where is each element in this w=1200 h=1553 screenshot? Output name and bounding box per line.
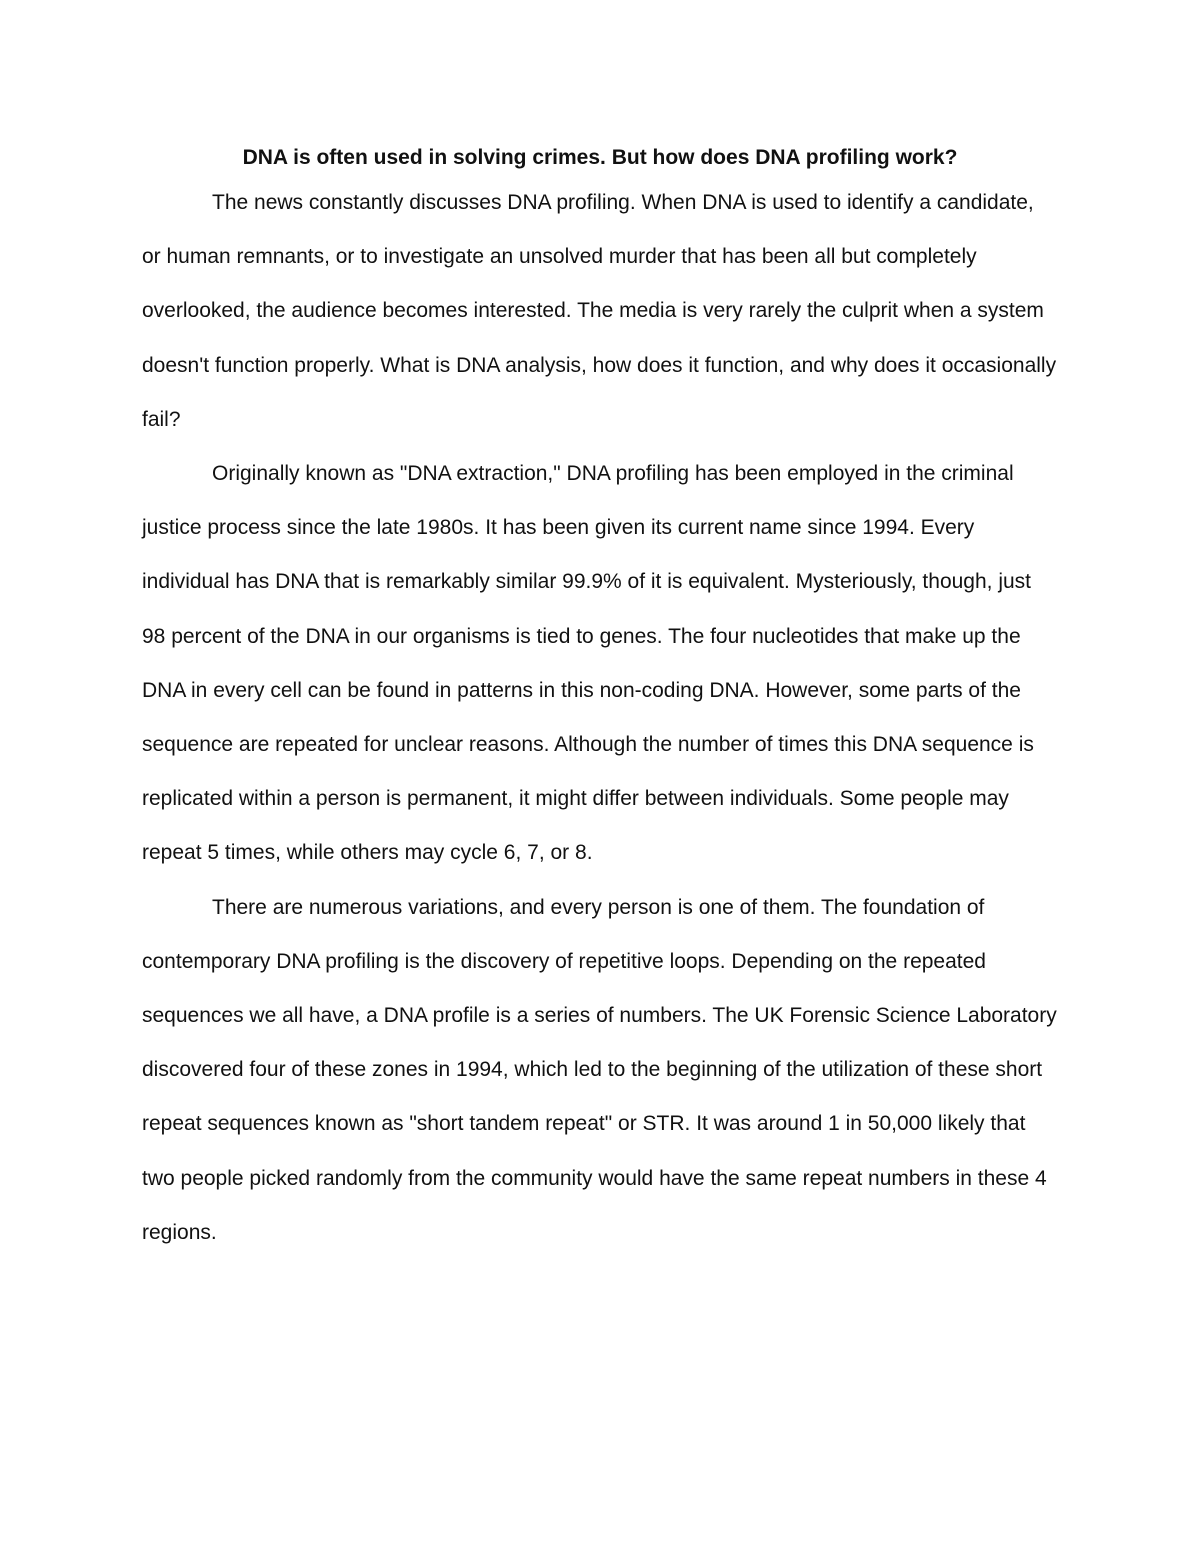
- paragraph-3: There are numerous variations, and every person is one of them. The foundation of contemporary DNA profiling is the discovery of repetitive loops. Depending on the repeated sequences we all have, a DNA profile is a series of numbers. The UK Forensic Science Laboratory discovered four of these zones in 1994, which led to the beginning of the utilization of these short repeat sequences known as "short tandem repeat" or STR. It was around 1 in 50,000 likely that two people picked randomly from the community would have the same repeat numbers in these 4 regions.: [142, 895, 1057, 1244]
- document-title: DNA is often used in solving crimes. But how does DNA profiling work?: [242, 146, 958, 169]
- paragraph-1: The news constantly discusses DNA profiling. When DNA is used to identify a candidate, or human remnants, or to investigate an unsolved murder that has been all but completely overlooked, the audience becomes interested. The media is very rarely the culprit when a system doesn't function properly. What is DNA analysis, how does it function, and why does it occasionally fail?: [142, 191, 1057, 431]
- document-body: [142, 140, 1058, 1260]
- paragraph-2: Originally known as "DNA extraction," DNA profiling has been employed in the criminal justice process since the late 1980s. It has been given its current name since 1994. Every individual has DNA that is remarkably similar 99.9% of it is equivalent. Mysteriously, though, just 98 percent of the DNA in our organisms is tied to genes. The four nucleotides that make up the DNA in every cell can be found in patterns in this non-coding DNA. However, some parts of the sequence are repeated for unclear reasons. Although the number of times this DNA sequence is replicated within a person is permanent, it might differ between individuals. Some people may repeat 5 times, while others may cycle 6, 7, or 8.: [142, 462, 1034, 865]
